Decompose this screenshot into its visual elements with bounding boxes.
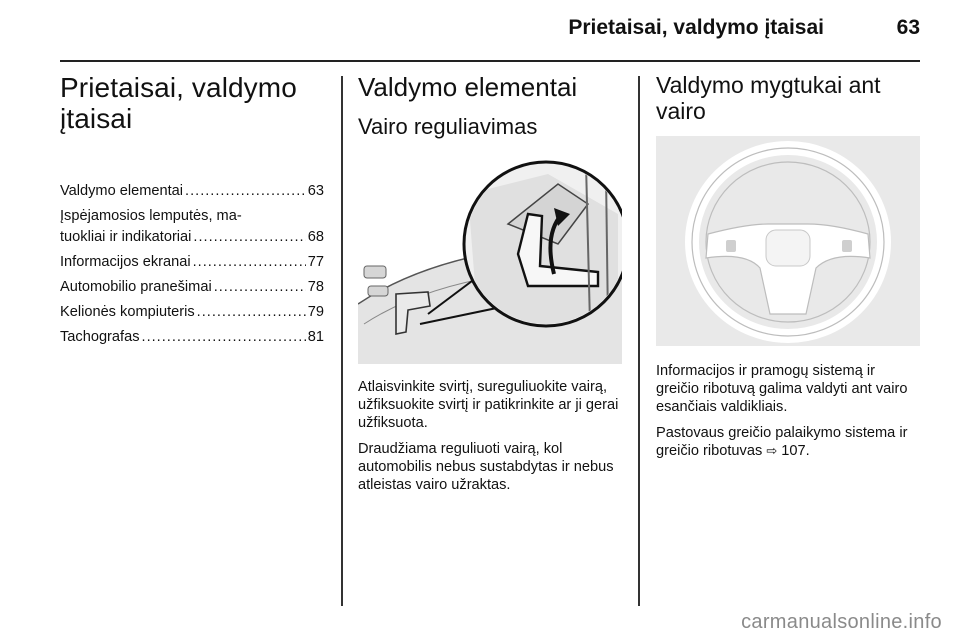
toc-entry-text-line1: Įspėjamosios lemputės, ma-	[60, 208, 242, 224]
table-of-contents	[60, 181, 324, 348]
chapter-title: Prietaisai, valdymo įtaisai	[60, 72, 297, 134]
toc-leader-dots	[193, 252, 306, 273]
controls-paragraph: Informacijos ir pramogų sistemą ir greičio ribotuvą galima valdyti ant vairo esančiais valdikliais.	[656, 363, 908, 415]
page-header	[60, 0, 920, 52]
toc-entry-page: 79	[307, 304, 324, 320]
steering-wheel-illustration	[656, 136, 920, 346]
toc-entry-page: 81	[307, 329, 324, 345]
subsection-title: Vairo reguliavimas	[358, 114, 538, 139]
subsection-title: Valdymo mygtukai ant vairo	[656, 72, 881, 124]
toc-entry[interactable]	[60, 277, 324, 298]
steering-adjustment-column	[358, 72, 622, 502]
column-divider	[341, 76, 343, 606]
toc-entry-page: 78	[307, 279, 324, 295]
header-title: Prietaisai, valdymo įtaisai	[568, 16, 824, 39]
toc-entry-page: 68	[307, 229, 324, 245]
warning-paragraph: Draudžiama reguliuoti vairą, kol automobilis nebus sustabdytas ir nebus atleistas vairo užraktas.	[358, 441, 614, 493]
toc-entry-text: Tachografas	[60, 329, 140, 345]
section-title: Valdymo elementai	[358, 72, 578, 102]
steering-lever-illustration	[358, 154, 622, 364]
cruise-control-paragraph	[656, 424, 920, 461]
cruise-control-text: Pastovaus greičio palaikymo sistema ir greičio ribotuvas	[656, 425, 908, 459]
toc-leader-dots	[185, 181, 306, 202]
page-number: 63	[896, 16, 920, 39]
toc-leader-dots	[142, 327, 306, 348]
toc-entry[interactable]	[60, 327, 324, 348]
column-divider	[638, 76, 640, 606]
toc-entry-text: Kelionės kompiuteris	[60, 304, 195, 320]
toc-entry-text: Valdymo elementai	[60, 183, 184, 199]
steering-controls-column	[656, 72, 920, 469]
watermark: carmanualsonline.info	[741, 611, 942, 633]
toc-column	[60, 72, 324, 352]
toc-entry-text: tuokliai ir indikatoriai	[60, 229, 192, 245]
toc-entry[interactable]	[60, 181, 324, 202]
toc-entry[interactable]	[60, 252, 324, 273]
toc-entry-page: 77	[307, 254, 324, 270]
page-reference[interactable]: 107.	[781, 443, 810, 459]
steering-lever-drawing	[358, 154, 622, 364]
header-divider	[60, 60, 920, 62]
steering-wheel-icon	[656, 136, 920, 346]
toc-entry[interactable]	[60, 206, 324, 248]
toc-entry-text: Informacijos ekranai	[60, 254, 191, 270]
toc-leader-dots	[197, 302, 306, 323]
toc-entry[interactable]	[60, 302, 324, 323]
toc-leader-dots	[214, 277, 306, 298]
arrow-reference-icon[interactable]: ⇨	[766, 444, 778, 459]
toc-leader-dots	[193, 227, 305, 248]
toc-entry-page: 63	[307, 183, 324, 199]
instruction-paragraph: Atlaisvinkite svirtį, sureguliuokite vairą, užfiksuokite svirtį ir patikrinkite ar ji gerai užfiksuota.	[358, 379, 619, 431]
toc-entry-text: Automobilio pranešimai	[60, 279, 212, 295]
